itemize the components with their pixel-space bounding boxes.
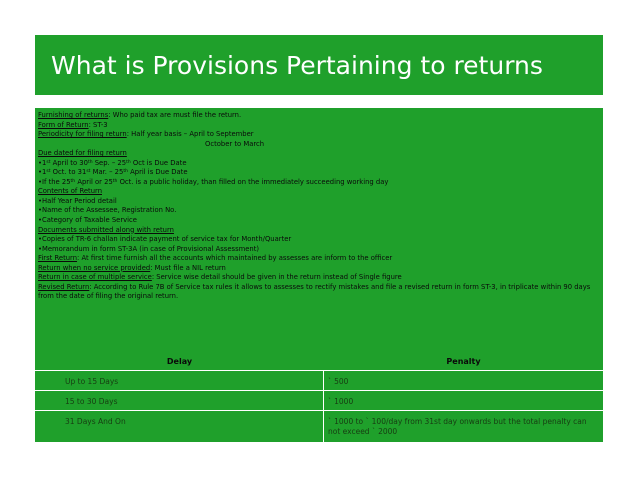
penalty-cell: ` 1000 to ` 100/day from 31st day onwards but the total penalty can not exceed ` 2000 [328,417,587,436]
revised-return-text: : According to Rule 7B of Service tax rules it allows to assesses to rectify mistakes and file a revised return in form ST-3, in triplicate within 90 days from the date of filing the original return. [38,282,591,301]
periodicity-text: : Half year basis – April to September [126,130,254,139]
periodicity-line [38,130,600,140]
due-2-sup: st [46,169,51,175]
multiple-service-text: : Service wise detail should be given in the return instead of Single figure [151,273,402,282]
due-2-c: Mar. – 25 [90,168,124,177]
due-item-1 [38,159,600,169]
due-heading [38,149,600,159]
due-1-sup2: th [87,159,93,165]
periodicity-label: Periodicity for filing return [38,130,127,139]
no-service-line [38,264,600,274]
table-row [35,390,603,410]
periodicity-text-2: October to March [205,139,265,148]
due-2-a: •1 [38,168,47,177]
content-panel [35,108,603,352]
multiple-service-label: Return in case of multiple service [38,273,152,282]
delay-cell: 31 Days And On [35,411,324,442]
due-1-c: Sep. – 25 [92,158,127,167]
contents-heading [38,187,600,197]
due-2-sup2: st [86,169,91,175]
penalty-cell: ` 1000 [328,397,354,406]
due-1-b: April to 30 [50,158,88,167]
no-service-label: Return when no service provided [38,263,151,272]
title-banner [35,35,603,95]
no-service-text: : Must file a NIL return [150,263,226,272]
docs-item-1: •Copies of TR-6 challan indicate payment of service tax for Month/Quarter [38,235,292,244]
due-3-sup: th [70,178,76,184]
penalty-cell: ` 500 [328,377,349,386]
delay-cell: Up to 15 Days [35,371,324,390]
revised-return-line [38,283,600,302]
due-3-a: •If the 25 [38,177,71,186]
due-1-d: Oct is Due Date [130,158,187,167]
contents-item-1: •Half Year Period detail [38,196,117,205]
first-return-label: First Return [38,254,78,263]
docs-heading [38,226,600,236]
due-2-d: April is Due Date [127,168,188,177]
first-return-line [38,254,600,264]
multiple-service-line [38,273,600,283]
header-penalty: Penalty [446,356,481,366]
table-header-row [35,352,603,370]
furnishing-text: : Who paid tax are must file the return. [108,111,242,119]
docs-label: Documents submitted along with return [38,225,174,234]
periodicity-line-2 [38,140,600,150]
due-item-3 [38,178,600,188]
due-2-sup3: th [123,169,128,175]
table-row [35,410,603,442]
form-text: : ST-3 [88,120,108,129]
docs-item-2: •Memorandum in form ST-3A (in case of Provisional Assessment) [38,244,260,253]
contents-item-3: •Category of Taxable Service [38,216,137,225]
contents-label: Contents of Return [38,187,102,196]
due-2-b: Oct. to 31 [50,168,87,177]
due-3-sup2: th [112,178,118,184]
penalty-table [35,352,603,442]
form-label: Form of Return [38,120,89,129]
due-1-sup3: th [126,159,131,165]
page-title: What is Provisions Pertaining to returns [51,50,543,80]
first-return-text: : At first time furnish all the accounts which maintained by assesses are inform to the officer [77,254,393,263]
due-3-c: Oct. is a public holiday, than filled on the immediately succeeding working day [117,177,389,186]
contents-item-2: •Name of the Assessee, Registration No. [38,206,177,215]
due-1-a: •1 [38,158,47,167]
due-1-sup: st [46,159,51,165]
form-line [38,121,600,131]
furnishing-line [38,111,600,121]
due-3-b: April or 25 [75,177,113,186]
header-delay: Delay [166,356,193,366]
table-row [35,370,603,390]
due-item-2 [38,168,600,178]
due-label: Due dated for filing return [38,149,127,158]
revised-return-label: Revised Return [38,282,90,291]
delay-cell: 15 to 30 Days [35,391,324,410]
furnishing-label: Furnishing of returns [38,111,109,119]
